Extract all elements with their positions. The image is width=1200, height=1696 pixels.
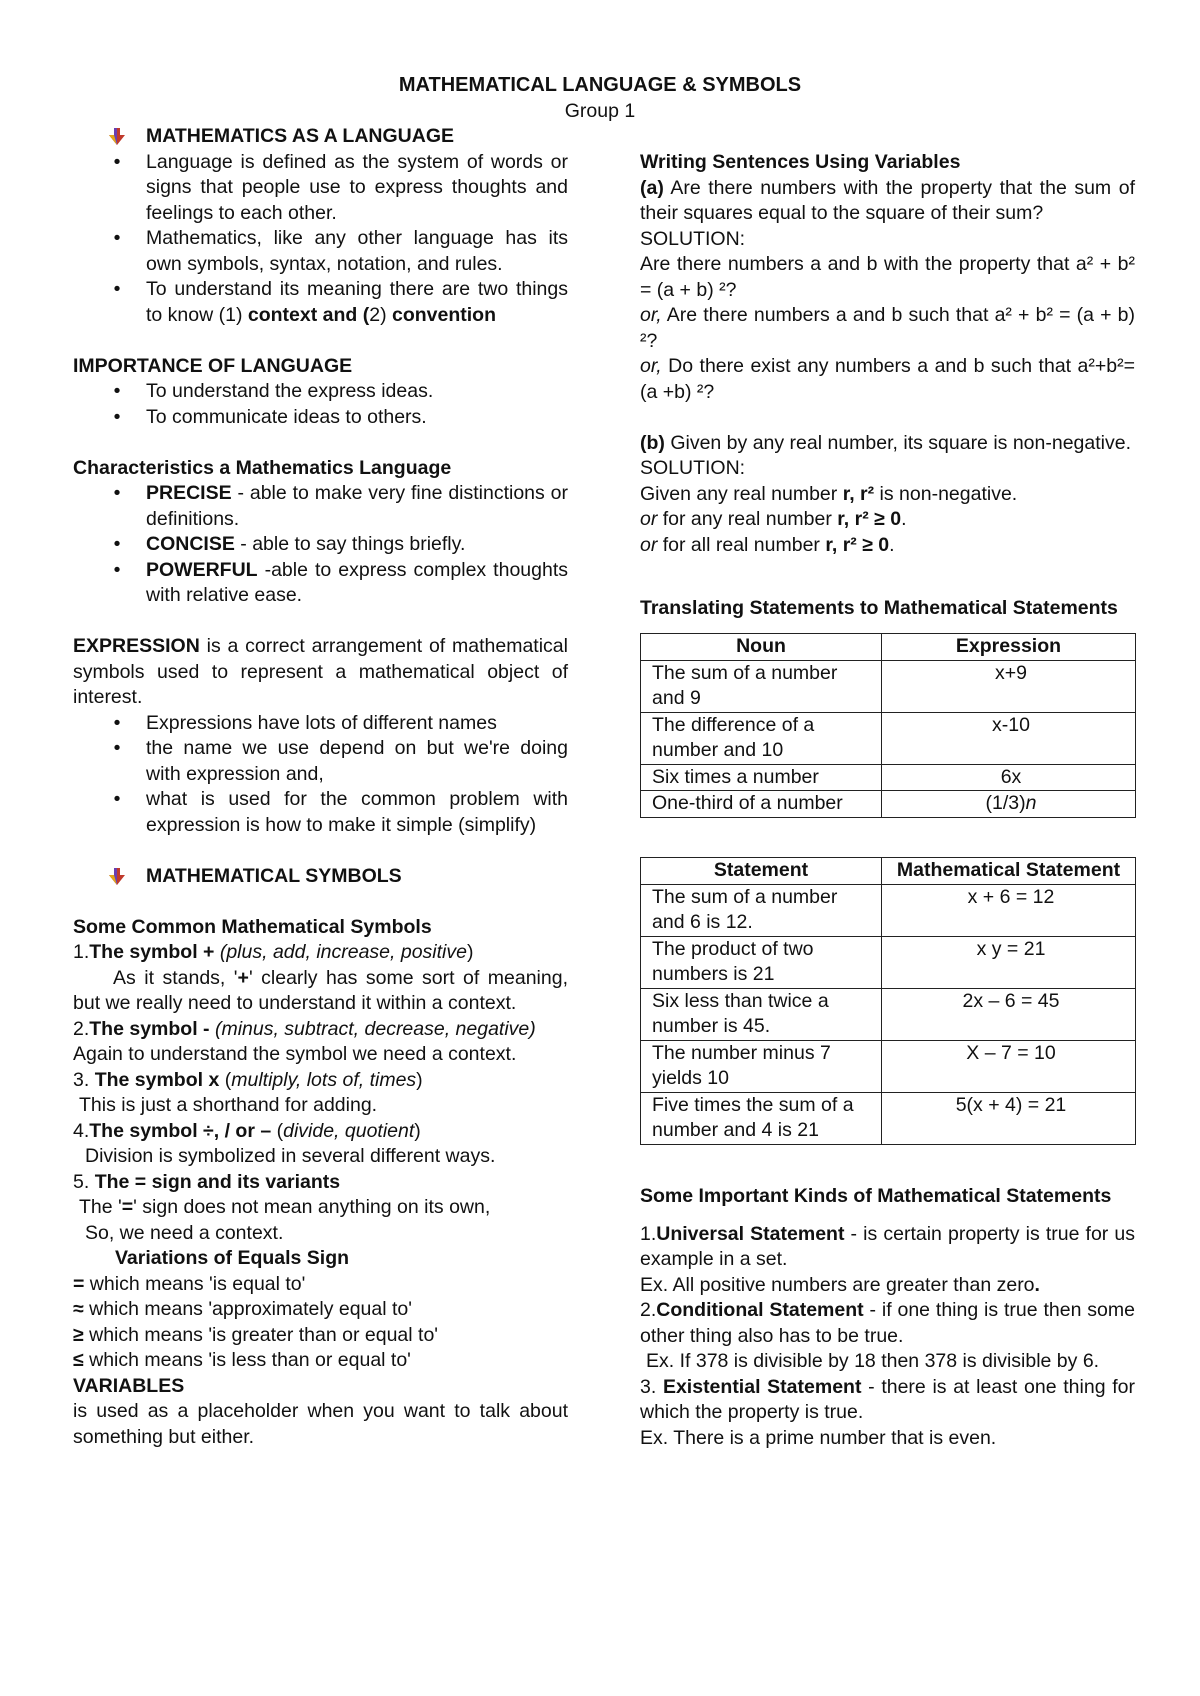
paragraph-text: . [901, 508, 907, 530]
variation-geq [73, 1323, 568, 1349]
variation-leq [73, 1348, 568, 1374]
bold-term: CONCISE [146, 533, 235, 555]
noun-expression-table [640, 633, 1136, 818]
symbol-minus-heading [73, 1017, 568, 1043]
paren: ) [466, 941, 474, 963]
list-item-text: To understand its meaning there are two things to know (1) [146, 278, 568, 326]
symbol-equals-context: So, we need a context. [85, 1221, 284, 1244]
paragraph-text: which means 'is equal to' [84, 1272, 306, 1295]
bold-term: PRECISE [146, 482, 232, 504]
symbol-equals-heading [73, 1170, 568, 1196]
paragraph-text: which means 'is less than or equal to' [83, 1349, 411, 1371]
list-item-text: To communicate ideas to others. [146, 405, 427, 428]
item-number: 3. [640, 1375, 663, 1398]
table-cell: 5(x + 4) = 21 [882, 1092, 1136, 1144]
list-item [113, 150, 568, 227]
heading-text: VARIABLES [73, 1374, 185, 1397]
bold-term: context and ( [247, 303, 370, 326]
list-item-text: what is used for the common problem with expression is how to make it simple (simplify) [146, 788, 568, 836]
table-row [641, 791, 1136, 818]
table-cell: The sum of a number and 9 [641, 660, 882, 712]
arrow-down-bullet-icon [107, 868, 127, 886]
italic-text: (minus, subtract, decrease, negative) [214, 1017, 536, 1040]
paragraph-text: is non-negative. [874, 482, 1018, 505]
bold-term: r, r² [842, 482, 875, 505]
solution-a-line2 [640, 303, 1135, 354]
paragraph-text: - if one thing is true then some other thing also has to be true. [640, 1299, 1135, 1347]
table-row [641, 936, 1136, 988]
italic-text: divide, quotient [283, 1119, 415, 1142]
table-cell: x y = 21 [882, 936, 1136, 988]
section-heading-math-language [73, 124, 568, 150]
paragraph-text: which means 'is greater than or equal to' [83, 1323, 439, 1346]
heading-text: Characteristics a Mathematics Language [73, 456, 452, 479]
bold-term: The symbol x [94, 1068, 225, 1091]
italic-text: multiply, lots of, times [231, 1068, 417, 1091]
bullet-icon: • [113, 558, 121, 581]
bold-term: Universal Statement [656, 1222, 845, 1245]
table-header-math-statement: Mathematical Statement [882, 858, 1136, 885]
paragraph-text: The ' [79, 1196, 122, 1218]
symbol-divide-heading [73, 1119, 568, 1145]
variation-approx [73, 1297, 568, 1323]
list-item-text: To understand the express ideas. [146, 380, 434, 402]
variations-heading: Variations of Equals Sign [115, 1247, 350, 1269]
table-row [641, 764, 1136, 791]
kind-conditional-example: Ex. If 378 is divisible by 18 then 378 is divisible by 6. [646, 1350, 1100, 1372]
kind-universal-example [640, 1273, 1135, 1299]
bold-term: . [1034, 1273, 1040, 1296]
paragraph-text: - is certain property is true for us example in a set. [640, 1222, 1135, 1270]
common-symbols-heading [73, 915, 568, 941]
translating-heading [640, 596, 1135, 622]
table-cell: x+9 [882, 660, 1136, 712]
table-header-expression: Expression [882, 634, 1136, 661]
table-header-row [641, 634, 1136, 661]
expression-list [73, 711, 568, 839]
table-header-noun: Noun [641, 634, 882, 661]
list-item [113, 277, 568, 328]
item-number: 2. [73, 1017, 90, 1040]
bold-term: POWERFUL [146, 558, 258, 581]
table-row [641, 660, 1136, 712]
symbol-glyph: ≥ [73, 1323, 84, 1346]
table-cell: x + 6 = 12 [882, 884, 1136, 936]
paren: ( [276, 1119, 284, 1142]
importance-list [73, 379, 568, 430]
section-heading-characteristics [73, 456, 568, 482]
solution-a-line3 [640, 354, 1135, 405]
heading-text: MATHEMATICAL SYMBOLS [146, 864, 402, 887]
italic-text: or [640, 533, 658, 556]
list-item [113, 532, 568, 558]
bold-term: convention [391, 303, 496, 326]
table-cell: The number minus 7 yields 10 [641, 1040, 882, 1092]
symbol-times-text: This is just a shorthand for adding. [79, 1094, 378, 1116]
paragraph-text: Ex. All positive numbers are greater than zero [640, 1273, 1035, 1296]
bold-term: r, r² ≥ 0 [837, 508, 902, 530]
table-row [641, 884, 1136, 936]
paragraph-text: - there is at least one thing for which the property is true. [640, 1375, 1135, 1423]
symbol-glyph: = [73, 1272, 85, 1295]
list-item-text: - able to make very fine distinctions or definitions. [146, 482, 568, 530]
bullet-icon: • [113, 227, 121, 249]
heading-text: Some Important Kinds of Mathematical Statements [640, 1185, 1112, 1207]
solution-b-line1 [640, 482, 1135, 508]
arrow-down-bullet-icon [107, 128, 127, 146]
list-item [113, 405, 568, 431]
left-column [73, 124, 568, 1450]
table-cell: The product of two numbers is 21 [641, 936, 882, 988]
item-number: 3. [73, 1068, 95, 1091]
symbol-plus-heading [73, 940, 568, 966]
heading-text: Some Common Mathematical Symbols [73, 915, 432, 938]
symbol-glyph: ≈ [73, 1298, 84, 1320]
table-cell: The sum of a number and 6 is 12. [641, 884, 882, 936]
bold-term: The symbol - [89, 1017, 215, 1040]
list-item-text: 2) [369, 303, 392, 326]
solution-label-a: SOLUTION: [640, 227, 746, 250]
list-item [113, 736, 568, 787]
table-row [641, 988, 1136, 1040]
italic-text: or, [640, 304, 662, 326]
bullet-icon: • [113, 150, 121, 173]
bullet-icon: • [113, 482, 121, 504]
writing-question-a [640, 176, 1135, 227]
cell-text: (1/3) [985, 792, 1026, 814]
heading-text: IMPORTANCE OF LANGUAGE [73, 354, 353, 377]
solution-a-line1: Are there numbers a and b with the property that a² + b² = (a + b) ²? [640, 253, 1135, 301]
bold-term: (a) [640, 176, 664, 199]
kinds-heading [640, 1184, 1135, 1210]
bullet-icon: • [113, 533, 121, 555]
solution-label-b: SOLUTION: [640, 457, 746, 479]
paragraph-text: which means 'approximately equal to' [83, 1298, 412, 1320]
bold-term: (b) [640, 431, 665, 454]
right-column [640, 150, 1135, 1451]
table-header-statement: Statement [641, 858, 882, 885]
symbol-glyph: ≤ [73, 1349, 84, 1371]
table-cell: The difference of a number and 10 [641, 712, 882, 764]
list-item-text: Language is defined as the system of words or signs that people use to express thoughts and feelings to each other. [146, 150, 568, 224]
table-cell: One-third of a number [641, 791, 882, 818]
table-cell: Six less than twice a number is 45. [641, 988, 882, 1040]
table-row [641, 1040, 1136, 1092]
characteristics-list [73, 481, 568, 609]
heading-text: MATHEMATICS AS A LANGUAGE [146, 125, 455, 147]
list-item-text: - able to say things briefly. [234, 533, 466, 555]
table-cell: Six times a number [641, 764, 882, 791]
kind-existential-example: Ex. There is a prime number that is even. [640, 1426, 997, 1449]
item-number: 1. [73, 941, 90, 963]
statement-table [640, 857, 1136, 1145]
table-cell: X – 7 = 10 [882, 1040, 1136, 1092]
italic-text: or [640, 508, 658, 530]
bullet-icon: • [113, 405, 121, 428]
symbol-times-heading [73, 1068, 568, 1094]
paragraph-text: Given any real number [640, 482, 843, 505]
list-item-text: -able to express complex thoughts with relative ease. [146, 558, 568, 606]
paragraph-text: As it stands, ' [113, 966, 238, 989]
heading-text: Translating Statements to Mathematical Statements [640, 596, 1118, 619]
writing-question-b [640, 431, 1135, 457]
bold-term: = [121, 1196, 134, 1218]
paragraph-text: Given by any real number, its square is non-negative. [664, 431, 1131, 454]
table-row [641, 1092, 1136, 1144]
paragraph-text: ' clearly has some sort of meaning, but we really need to understand it within a context. [73, 966, 568, 1014]
bullet-icon: • [113, 788, 121, 810]
list-item [113, 481, 568, 532]
paragraph-text: ' sign does not mean anything on its own, [133, 1196, 491, 1218]
kind-universal [640, 1222, 1135, 1273]
italic-text: n [1025, 792, 1037, 814]
paragraph-text: for any real number [657, 508, 838, 530]
list-item-text: Expressions have lots of different names [146, 711, 497, 734]
item-number: 1. [640, 1222, 657, 1245]
list-item-text: the name we use depend on but we're doing with expression and, [146, 737, 568, 785]
section-heading-math-symbols [73, 864, 568, 890]
heading-text: Writing Sentences Using Variables [640, 151, 961, 173]
symbol-plus-text [73, 966, 568, 1017]
variables-heading [73, 1374, 568, 1400]
paragraph-text: . [889, 533, 895, 556]
italic-text: (plus, add, increase, positive [219, 941, 467, 963]
item-number: 5. [73, 1170, 95, 1193]
bold-term: Conditional Statement [656, 1299, 864, 1321]
bold-term: Existential Statement [662, 1375, 862, 1398]
table-row [641, 712, 1136, 764]
bold-term: r, r² ≥ 0 [825, 533, 890, 556]
solution-b-line3 [640, 533, 1135, 559]
bold-term: The symbol ÷, / or – [89, 1119, 277, 1142]
bullet-icon: • [113, 737, 121, 759]
list-item-text: Mathematics, like any other language has its own symbols, syntax, notation, and rules. [146, 227, 568, 275]
document-title: MATHEMATICAL LANGUAGE & SYMBOLS [398, 74, 802, 96]
kind-conditional [640, 1298, 1135, 1349]
table-cell: Five times the sum of a number and 4 is 21 [641, 1092, 882, 1144]
symbol-equals-text [73, 1195, 568, 1221]
list-item [113, 379, 568, 405]
table-cell: x-10 [882, 712, 1136, 764]
math-language-list [73, 150, 568, 329]
list-item [113, 226, 568, 277]
writing-heading [640, 150, 1135, 176]
bold-term: The = sign and its variants [94, 1170, 341, 1193]
list-item [113, 787, 568, 838]
variables-text: is used as a placeholder when you want to talk about something but either. [73, 1400, 568, 1448]
list-item [113, 558, 568, 609]
bold-term: EXPRESSION [73, 635, 200, 657]
paren: ) [416, 1068, 423, 1091]
kind-existential [640, 1375, 1135, 1426]
paragraph-text: for all real number [657, 533, 826, 556]
paragraph-text: is a correct arrangement of mathematical symbols used to represent a mathematical object of interest. [73, 635, 568, 708]
symbol-divide-text: Division is symbolized in several different ways. [85, 1145, 496, 1167]
paragraph-text: Do there exist any numbers a and b such that a²+b²= (a +b) ²? [640, 355, 1135, 403]
document-subtitle: Group 1 [564, 100, 636, 122]
item-number: 4. [73, 1119, 90, 1142]
list-item [113, 711, 568, 737]
item-number: 2. [640, 1299, 657, 1321]
italic-text: or, [640, 355, 662, 377]
table-cell [882, 791, 1136, 818]
bold-term: + [237, 966, 249, 989]
paren: ( [224, 1068, 232, 1091]
paren: ) [414, 1119, 421, 1142]
symbol-minus-text: Again to understand the symbol we need a context. [73, 1043, 517, 1065]
bullet-icon: • [113, 380, 121, 402]
bullet-icon: • [113, 711, 121, 734]
section-heading-importance [73, 354, 568, 380]
table-cell: 2x – 6 = 45 [882, 988, 1136, 1040]
table-header-row [641, 858, 1136, 885]
table-cell: 6x [882, 764, 1136, 791]
solution-b-line2 [640, 507, 1135, 533]
variation-equal [73, 1272, 568, 1298]
bullet-icon: • [113, 278, 121, 300]
paragraph-text: Are there numbers with the property that the sum of their squares equal to the square of their sum? [640, 176, 1135, 224]
bold-term: The symbol + [89, 941, 220, 963]
paragraph-text: Are there numbers a and b such that a² + b² = (a + b) ²? [640, 304, 1135, 352]
expression-paragraph [73, 634, 568, 711]
